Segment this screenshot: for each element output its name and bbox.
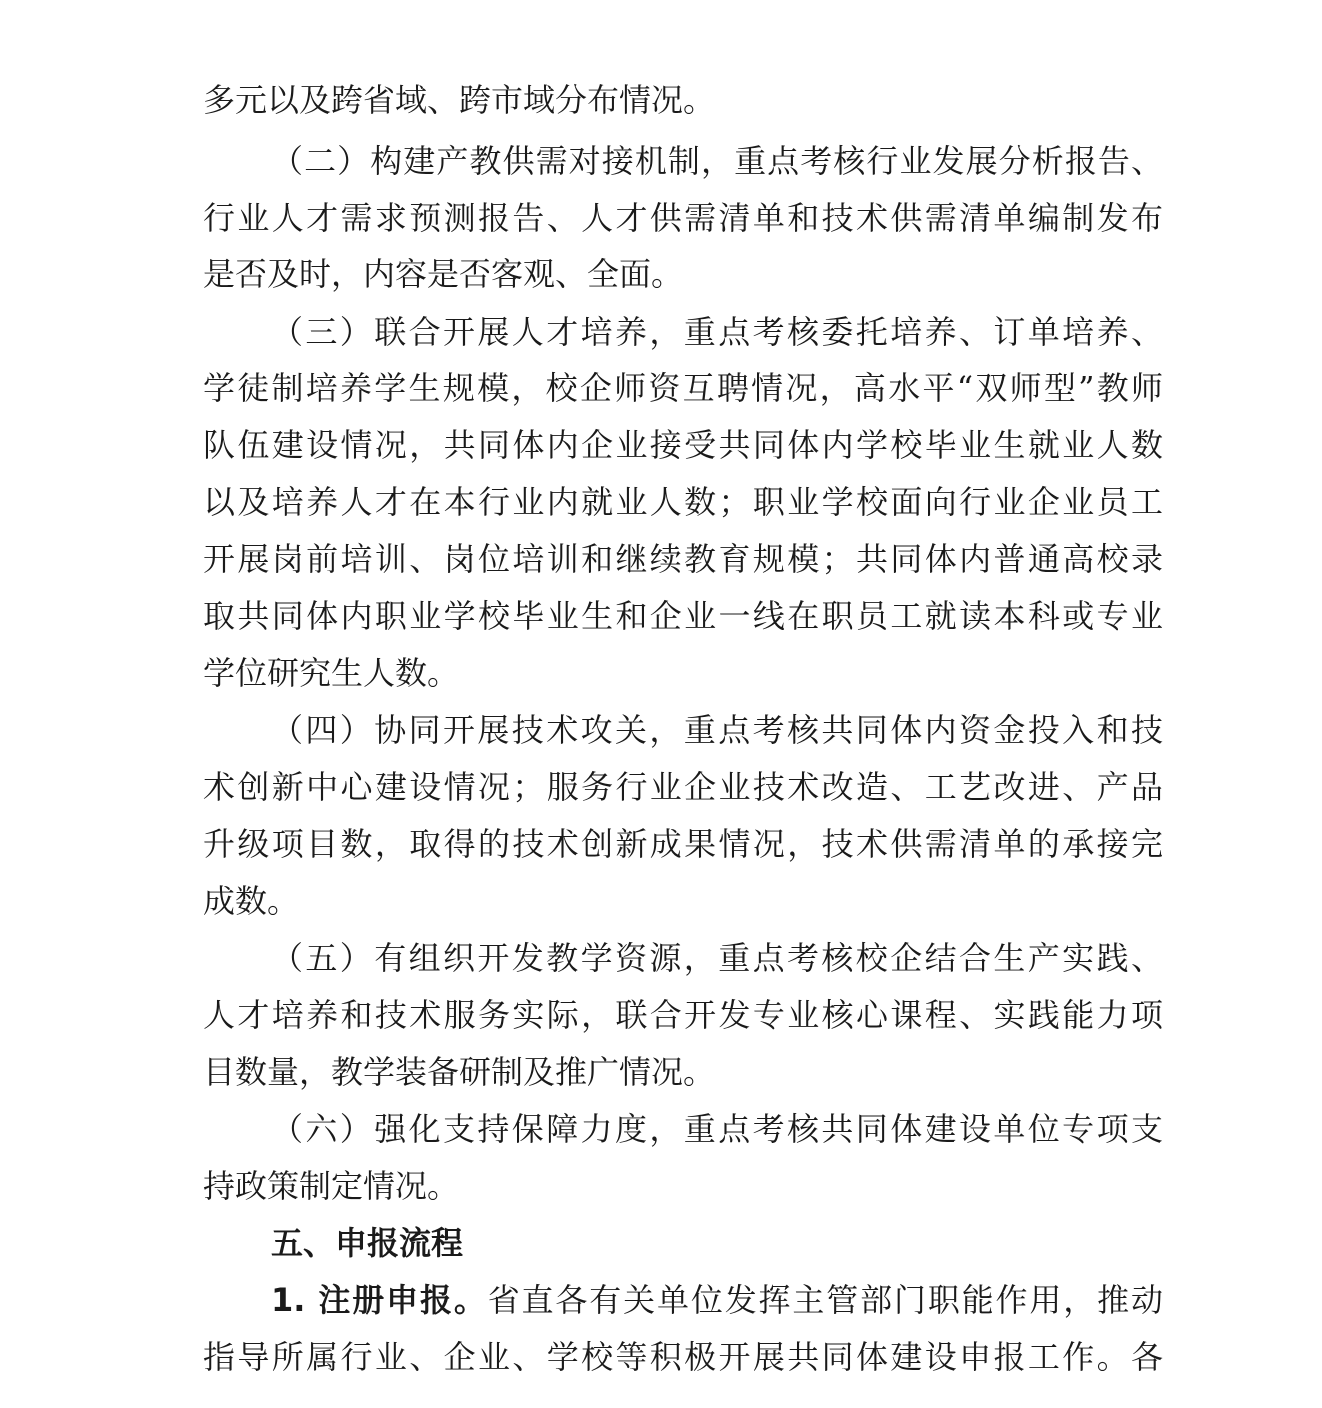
paragraph-line (271, 1280, 1163, 1320)
paragraph-line: 成数。 (203, 882, 300, 920)
paragraph-line: 升级项目数，取得的技术创新成果情况，技术供需清单的承接完 (203, 825, 1163, 863)
paragraph-line: 持政策制定情况。 (203, 1167, 460, 1205)
paragraph-line: 以及培养人才在本行业内就业人数；职业学校面向行业企业员工 (203, 483, 1163, 521)
paragraph-line: （二）构建产教供需对接机制，重点考核行业发展分析报告、 (271, 142, 1163, 180)
paragraph-line: 多元以及跨省域、跨市域分布情况。 (203, 81, 716, 119)
paragraph-line: （四）协同开展技术攻关，重点考核共同体内资金投入和技 (271, 711, 1163, 749)
paragraph-line: 学徒制培养学生规模，校企师资互聘情况，高水平“双师型”教师 (203, 369, 1163, 407)
paragraph-line: （六）强化支持保障力度，重点考核共同体建设单位专项支 (271, 1110, 1163, 1148)
section-heading: 五、申报流程 (271, 1224, 464, 1262)
paragraph-lead: 1. 注册申报。 (271, 1281, 488, 1319)
paragraph-line: （三）联合开展人才培养，重点考核委托培养、订单培养、 (271, 313, 1163, 351)
paragraph-line: 学位研究生人数。 (203, 654, 460, 692)
paragraph-line: 人才培养和技术服务实际，联合开发专业核心课程、实践能力项 (203, 996, 1163, 1034)
paragraph-line: 指导所属行业、企业、学校等积极开展共同体建设申报工作。各 (203, 1338, 1163, 1376)
paragraph-line: 队伍建设情况，共同体内企业接受共同体内学校毕业生就业人数 (203, 426, 1163, 464)
paragraph-line: 开展岗前培训、岗位培训和继续教育规模；共同体内普通高校录 (203, 540, 1163, 578)
paragraph-line: 目数量，教学装备研制及推广情况。 (203, 1053, 716, 1091)
paragraph-text: 省直各有关单位发挥主管部门职能作用，推动 (487, 1281, 1163, 1319)
paragraph-line: 行业人才需求预测报告、人才供需清单和技术供需清单编制发布 (203, 199, 1163, 237)
paragraph-line: （五）有组织开发教学资源，重点考核校企结合生产实践、 (271, 939, 1163, 977)
paragraph-line: 术创新中心建设情况；服务行业企业技术改造、工艺改进、产品 (203, 768, 1163, 806)
paragraph-line: 是否及时，内容是否客观、全面。 (203, 255, 684, 293)
paragraph-line: 取共同体内职业学校毕业生和企业一线在职员工就读本科或专业 (203, 597, 1163, 635)
